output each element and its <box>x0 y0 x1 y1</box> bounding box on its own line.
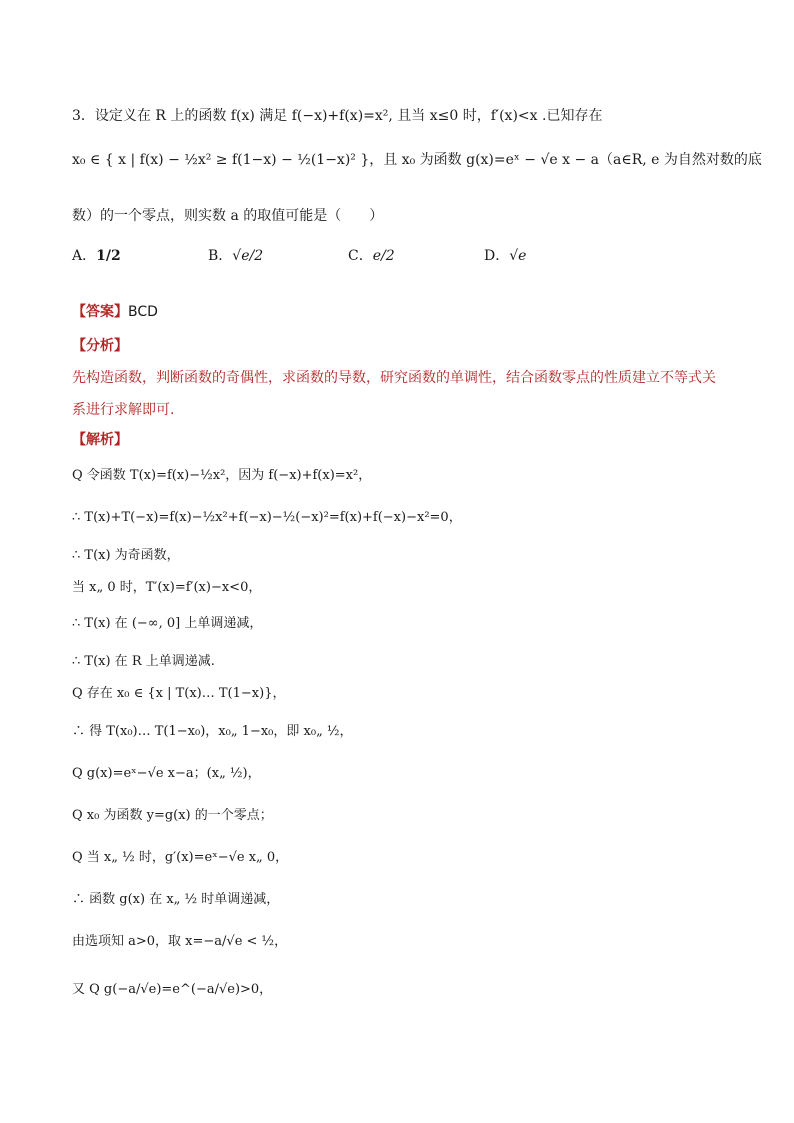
question-line-3: 数）的一个零点，则实数 a 的取值可能是（ ） <box>72 208 384 224</box>
analysis-text-1: 先构造函数，判断函数的奇偶性，求函数的导数，研究函数的单调性，结合函数零点的性质建立不等式关 <box>72 370 716 386</box>
analysis-heading <box>72 336 128 356</box>
analysis-text-2: 系进行求解即可. <box>72 402 175 418</box>
question-line-2: x₀ ∈ { x | f(x) − ½x² ≥ f(1−x) − ½(1−x)² }，且 x₀ 为函数 g(x)=eˣ − √e x − a（a∈R, e 为自然对数的底 <box>72 152 762 168</box>
solution-step: ∴ T(x) 在 (−∞, 0] 上单调递减， <box>72 616 263 631</box>
option-value: √e <box>509 248 527 264</box>
answer-value: BCD <box>128 304 158 320</box>
solution-step: Q g(x)=eˣ−√e x−a；(x„ ½)， <box>72 766 261 781</box>
option-d <box>484 246 526 266</box>
answer-line <box>72 302 158 322</box>
option-label: C． <box>348 248 373 264</box>
option-c <box>348 246 395 266</box>
solution-step: Q 当 x„ ½ 时，g′(x)=eˣ−√e x„ 0， <box>72 850 289 865</box>
solution-step: 当 x„ 0 时，T′(x)=f′(x)−x<0， <box>72 580 262 595</box>
option-label: A． <box>72 248 97 264</box>
solution-step: Q x₀ 为函数 y=g(x) 的一个零点； <box>72 808 273 823</box>
solution-step: ∴ T(x) 在 R 上单调递减. <box>72 654 215 669</box>
solution-step: ∴ T(x)+T(−x)=f(x)−½x²+f(−x)−½(−x)²=f(x)+f(−x)−x²=0， <box>72 510 462 525</box>
question-line-1: 3．设定义在 R 上的函数 f(x) 满足 f(−x)+f(x)=x², 且当 x≤0 时，f′(x)<x .已知存在 <box>72 108 603 124</box>
solution-step: ∴ 得 T(x₀)… T(1−x₀)，x₀„ 1−x₀，即 x₀„ ½， <box>72 724 353 739</box>
option-a <box>72 246 121 266</box>
solution-step: 又 Q g(−a/√e)=e^(−a/√e)>0， <box>72 982 273 997</box>
option-value: e/2 <box>372 248 395 264</box>
option-b <box>208 246 263 266</box>
solution-tag: 【解析】 <box>72 432 128 448</box>
option-label: D． <box>484 248 510 264</box>
solution-heading <box>72 430 128 450</box>
options-row <box>72 246 732 286</box>
solution-step: 由选项知 a>0，取 x=−a/√e < ½， <box>72 934 288 949</box>
solution-step: Q 令函数 T(x)=f(x)−½x²，因为 f(−x)+f(x)=x²， <box>72 468 372 483</box>
solution-step: ∴ T(x) 为奇函数， <box>72 548 180 563</box>
option-value: 1/2 <box>96 248 121 264</box>
option-label: B． <box>208 248 233 264</box>
solution-step: ∴ 函数 g(x) 在 x„ ½ 时单调递减， <box>72 892 280 907</box>
answer-tag: 【答案】 <box>72 304 128 320</box>
option-value: √e/2 <box>232 248 264 264</box>
analysis-tag: 【分析】 <box>72 338 128 354</box>
solution-step: Q 存在 x₀ ∈ {x | T(x)… T(1−x)}， <box>72 686 286 701</box>
